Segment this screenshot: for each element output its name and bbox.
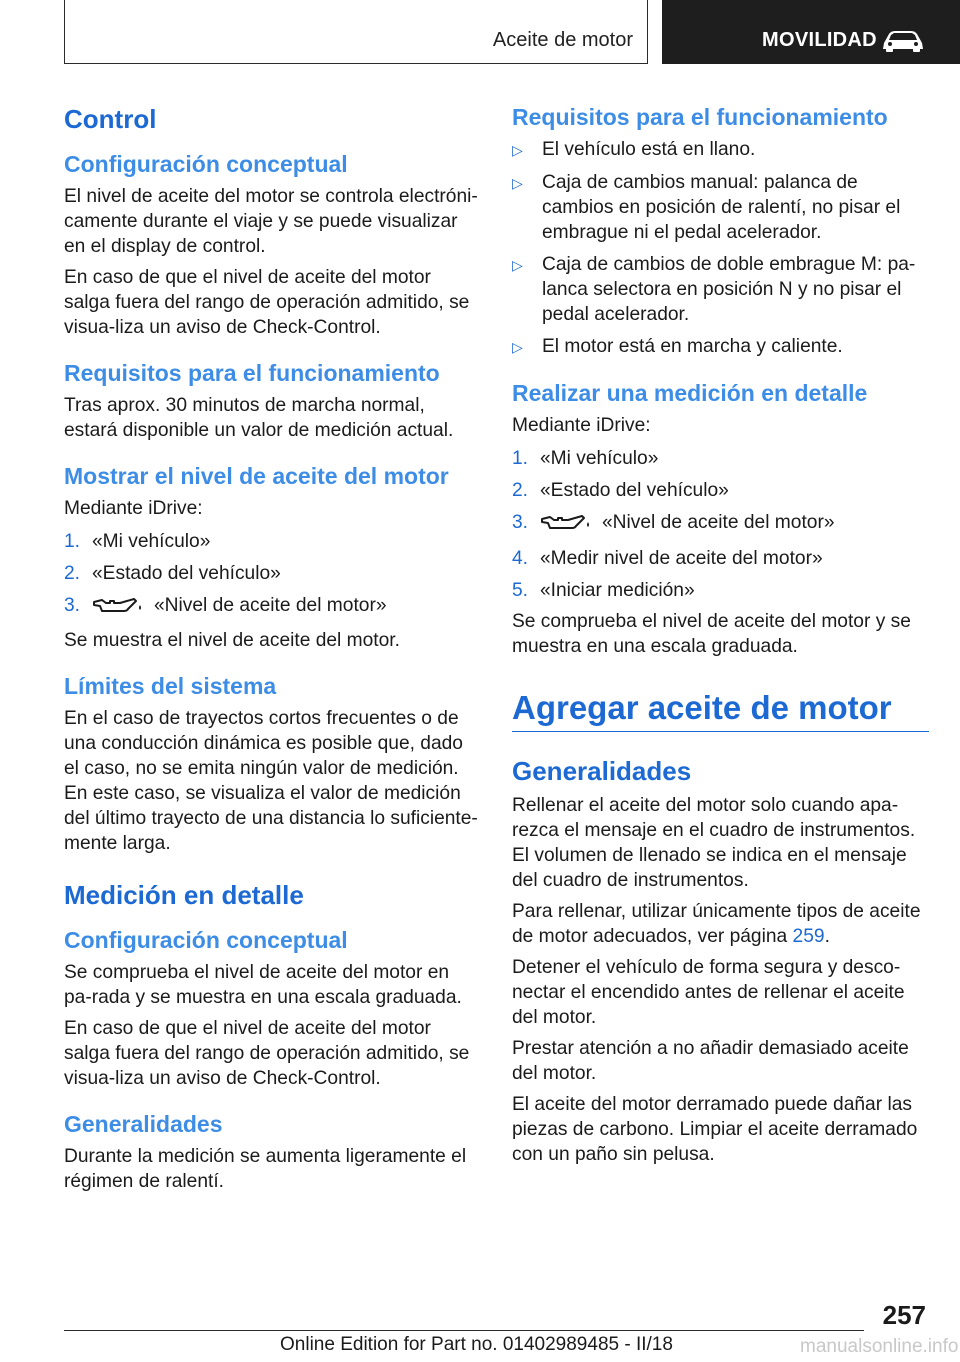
footer-edition: Online Edition for Part no. 01402989485 - II/18 (280, 1334, 673, 1355)
requirements-paragraph: Tras aprox. 30 minutos de marcha normal, estará disponible un valor de medición actual. (64, 395, 454, 441)
step-text: «Mi vehículo» (540, 448, 659, 469)
footer-divider (64, 1330, 864, 1331)
measure-result: Se comprueba el nivel de aceite del motor y se muestra en una escala graduada. (512, 611, 911, 657)
step-number: 5. (512, 580, 529, 601)
add-oil-heading: Agregar aceite de motor (512, 689, 929, 732)
list-item (64, 593, 479, 622)
show-level-heading: Mostrar el nivel de aceite del motor (64, 463, 449, 489)
show-level-result: Se muestra el nivel de aceite del motor. (64, 630, 400, 651)
add-paragraph-1: Rellenar el aceite del motor solo cuando apa-rezca el mensaje en el cuadro de instrumentos. El volumen de llenado se indica en el mensaje del cuadro de instrumentos. (512, 795, 916, 891)
right-column (512, 100, 928, 1167)
triangle-bullet-icon: ▷ (512, 339, 523, 355)
list-item (512, 510, 928, 539)
detail-config-paragraph-2: En caso de que el nivel de aceite del motor salga fuera del rango de operación admitido, se visua-liza un aviso de Check-Control. (64, 1018, 470, 1089)
watermark: manualsonline.info (800, 1336, 959, 1357)
header-frame (64, 0, 648, 64)
detail-heading: Medición en detalle (64, 880, 304, 910)
step-number: 2. (64, 563, 81, 584)
general-heading: Generalidades (64, 1111, 223, 1137)
step-number: 4. (512, 548, 529, 569)
list-item-text: Caja de cambios manual: palanca de cambios en posición de ralentí, no pisar el embrague ni el pedal acelerador. (542, 172, 901, 243)
step-text: «Iniciar medición» (540, 580, 695, 601)
config-paragraph-2: En caso de que el nivel de aceite del motor salga fuera del rango de operación admitido, se visua-liza un aviso de Check-Control. (64, 267, 470, 338)
measure-heading: Realizar una medición en detalle (512, 380, 868, 406)
step-text: «Nivel de aceite del motor» (602, 512, 835, 533)
oil-can-icon (540, 514, 594, 539)
list-item (512, 446, 928, 471)
list-item (512, 578, 928, 603)
step-number: 3. (512, 512, 529, 533)
page-link[interactable]: 259 (792, 926, 825, 947)
list-item (512, 252, 928, 327)
limits-heading: Límites del sistema (64, 673, 277, 699)
config-paragraph-1: El nivel de aceite del motor se controla electróni-camente durante el viaje y se puede visualizar en el display de control. (64, 186, 478, 257)
requirements-heading: Requisitos para el funcionamiento (64, 360, 440, 386)
detail-config-paragraph-1: Se comprueba el nivel de aceite del motor en pa-rada y se muestra en una escala graduada. (64, 962, 462, 1008)
add-paragraph-3: Detener el vehículo de forma segura y desco-nectar el encendido antes de rellenar el aceite del motor. (512, 957, 905, 1028)
list-item (64, 529, 479, 554)
oil-can-icon (92, 597, 146, 622)
list-item (512, 546, 928, 571)
show-level-steps (64, 529, 479, 622)
add-general-heading: Generalidades (512, 756, 692, 786)
left-column (64, 100, 479, 1194)
show-level-intro: Mediante iDrive: (64, 498, 203, 519)
requirements-list (512, 137, 928, 360)
list-item-text: Caja de cambios de doble embrague M: pa-lanca selectora en posición N y no pisar el pedal acelerador. (542, 254, 916, 325)
step-text: «Estado del vehículo» (92, 563, 281, 584)
triangle-bullet-icon: ▷ (512, 142, 523, 158)
step-text: «Mi vehículo» (92, 531, 211, 552)
triangle-bullet-icon: ▷ (512, 175, 523, 191)
requirements-heading-right: Requisitos para el funcionamiento (512, 104, 888, 130)
section-tab (662, 0, 960, 64)
step-text: «Estado del vehículo» (540, 480, 729, 501)
list-item (512, 137, 928, 163)
config-heading: Configuración conceptual (64, 151, 348, 177)
step-text: «Nivel de aceite del motor» (154, 595, 387, 616)
limits-paragraph: En el caso de trayectos cortos frecuentes o de una conducción dinámica es posible que, dado el caso, no se emita ningún valor de medición. En este caso, se visualiza el valor de medición del último trayecto de una distancia lo suficiente-mente larga. (64, 708, 478, 854)
list-item-text: El vehículo está en llano. (542, 139, 756, 160)
list-item (512, 170, 928, 245)
triangle-bullet-icon: ▷ (512, 257, 523, 273)
measure-intro: Mediante iDrive: (512, 415, 651, 436)
list-item (512, 478, 928, 503)
list-item-text: El motor está en marcha y caliente. (542, 336, 843, 357)
control-heading: Control (64, 104, 157, 134)
add-paragraph-2-end: . (824, 926, 830, 947)
add-paragraph-2-text: Para rellenar, utilizar únicamente tipos de aceite de motor adecuados, ver página (512, 901, 921, 947)
list-item (64, 561, 479, 586)
section-tab-label: MOVILIDAD (762, 29, 877, 51)
add-paragraph-2 (512, 899, 928, 949)
add-paragraph-5: El aceite del motor derramado puede dañar las piezas de carbono. Limpiar el aceite derramado con un paño sin pelusa. (512, 1094, 918, 1165)
step-number: 1. (64, 531, 81, 552)
header-title: Aceite de motor (492, 29, 633, 51)
step-number: 1. (512, 448, 529, 469)
list-item (512, 334, 928, 360)
measure-steps (512, 446, 928, 603)
detail-config-heading: Configuración conceptual (64, 927, 348, 953)
car-icon (880, 29, 926, 53)
step-number: 2. (512, 480, 529, 501)
general-paragraph: Durante la medición se aumenta ligeramente el régimen de ralentí. (64, 1146, 467, 1192)
step-number: 3. (64, 595, 81, 616)
add-paragraph-4: Prestar atención a no añadir demasiado aceite del motor. (512, 1038, 909, 1084)
step-text: «Medir nivel de aceite del motor» (540, 548, 823, 569)
page-number: 257 (882, 1300, 926, 1330)
